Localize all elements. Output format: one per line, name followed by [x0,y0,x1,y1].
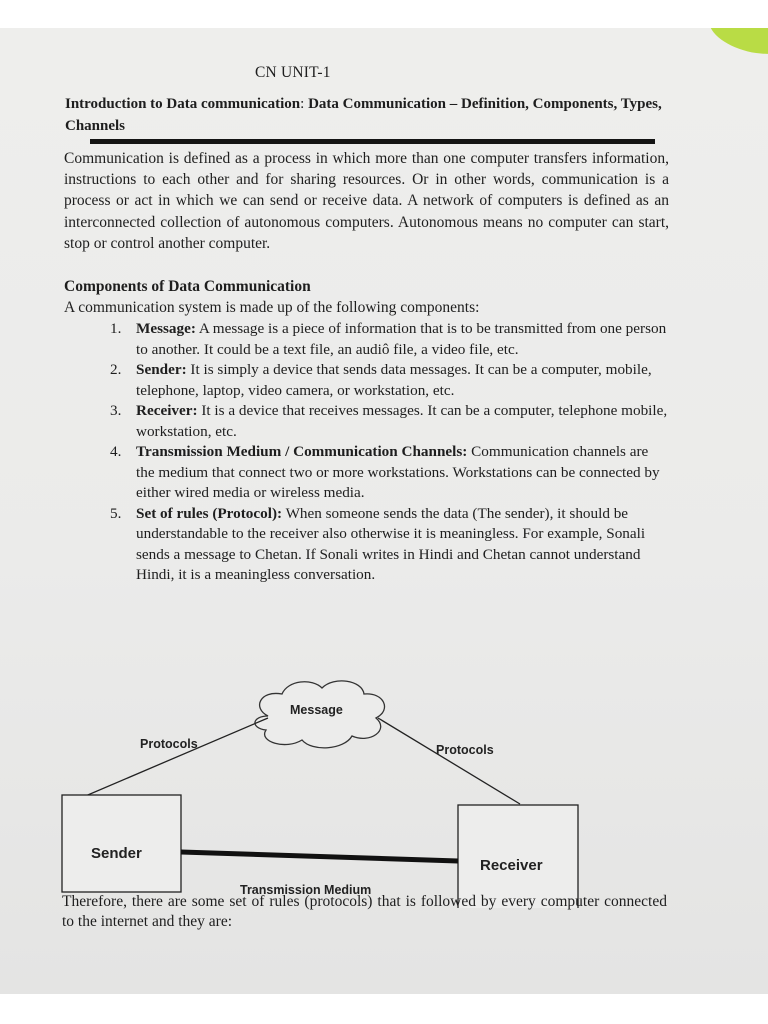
components-lead: A communication system is made up of the following components: [64,299,480,316]
list-text: A message is a piece of information that is to be transmitted from one person to another. It could be a text file, an audiô file, a video file, etc. [136,320,667,358]
sender-label: Sender [91,845,142,862]
list-term: Receiver: [136,402,198,419]
receiver-label: Receiver [480,857,543,874]
heading-underline-rule [90,139,655,144]
heading-part-1: Introduction to Data communication [65,96,301,112]
heading-part-2: Data Communication – Definition, Components, Types, Channels [65,96,662,134]
list-item [110,504,670,586]
closing-paragraph: Therefore, there are some set of rules (protocols) that is followed by every computer connected to the internet and they are: [62,893,667,930]
communication-diagram [0,668,768,908]
list-text: When someone sends the data (The sender), it should be understandable to the receiver also otherwise it is meaningless. For example, Sonali sends a message to Chetan. If Sonali writes in Hindi and Chetan cannot understand Hindi, it is a meaningless conversation. [136,504,646,583]
intro-paragraph: Communication is defined as a process in which more than one computer transfers information, instructions to each other and for sharing resources. Or in other words, communication is a process or act in which we can send or receive data. A network of computers is defined as an interconnected collection of autonomous computers. Autonomous means no computer can start, stop or control another computer. [64,150,669,252]
list-text: Communication channels are the medium that connect two or more workstations. Workstations can be connected by either wired media or wireless media. [136,443,660,501]
list-term: Set of rules (Protocol): [136,504,283,522]
list-number: 3. [110,402,122,419]
components-list [110,319,670,586]
list-term: Sender: [136,361,187,378]
page-heading [65,93,685,137]
left-protocol-line [62,718,268,806]
list-text: It is simply a device that sends data messages. It can be a computer, mobile, telephone, laptop, video camera, or workstation, etc. [136,361,652,399]
list-number: 2. [110,361,122,378]
list-text: It is a device that receives messages. It can be a computer, telephone mobile, workstation, etc. [136,402,668,440]
document-page [0,28,768,994]
protocols-right-label: Protocols [436,743,494,757]
protocols-left-label: Protocols [140,737,198,751]
list-number: 1. [110,320,122,337]
heading-separator: : [300,96,309,112]
right-protocol-line [378,718,520,804]
unit-title: CN UNIT-1 [255,64,331,81]
list-number: 5. [110,504,122,522]
sender-box [62,795,181,892]
list-item [110,442,670,504]
green-corner-decoration [704,28,768,62]
list-item [110,319,670,360]
transmission-medium-label: Transmission Medium [240,883,372,897]
list-term: Message: [136,320,196,337]
list-item [110,360,670,401]
transmission-medium-line [181,852,458,861]
components-heading: Components of Data Communication [64,278,311,295]
list-item [110,401,670,442]
message-label: Message [290,703,343,717]
list-number: 4. [110,443,122,460]
list-term: Transmission Medium / Communication Channels: [136,443,468,460]
